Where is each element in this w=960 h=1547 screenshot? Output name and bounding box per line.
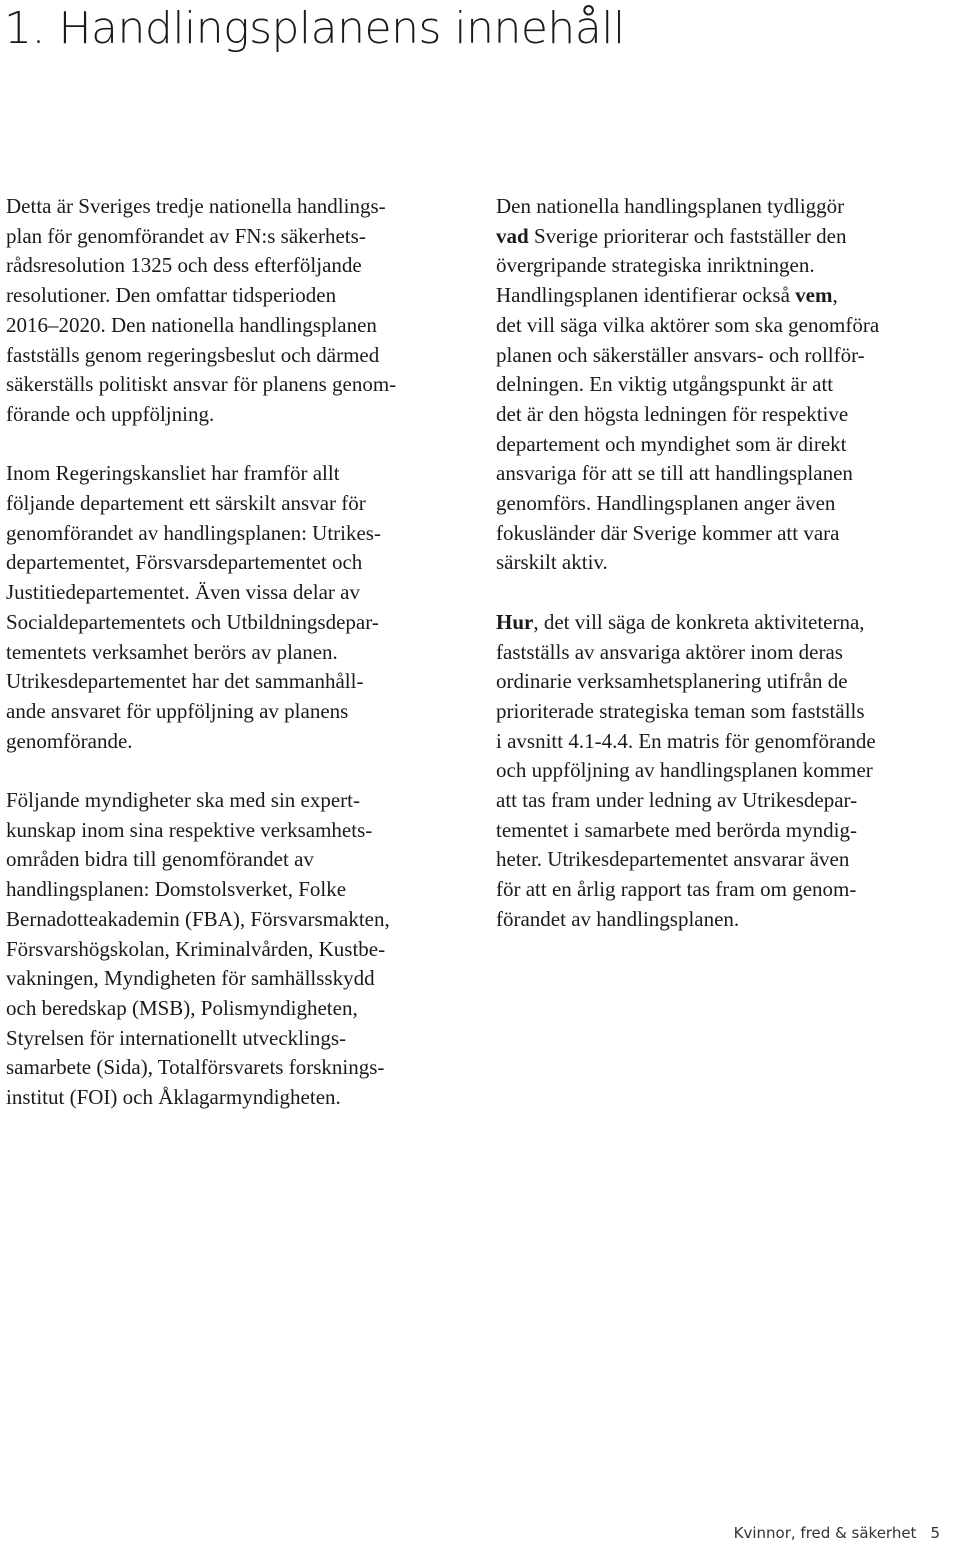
- right-column: [496, 192, 958, 964]
- left-column: [6, 192, 476, 1142]
- text-line: Justitiedepartementet. Även vissa delar av: [6, 580, 360, 605]
- text-line: tementets verksamhet berörs av planen.: [6, 639, 338, 664]
- text-line: säkerställs politiskt ansvar för planens genom-: [6, 372, 397, 397]
- text-line: i avsnitt 4.1-4.4. En matris för genomförande: [496, 728, 876, 753]
- text-fragment: ,: [832, 283, 838, 308]
- text-line: förandet av handlingsplanen.: [496, 906, 740, 931]
- text-line: delningen. En viktig utgångspunkt är att: [496, 372, 834, 397]
- page-footer: [734, 1524, 940, 1542]
- text-line: Socialdepartementets och Utbildningsdepar-: [6, 609, 379, 634]
- text-line: områden bidra till genomförandet av: [6, 847, 314, 872]
- text-line: Försvarshögskolan, Kriminalvården, Kustbe-: [6, 936, 386, 961]
- text-line: planen och säkerställer ansvars- och rollför-: [496, 342, 865, 367]
- text-line: och beredskap (MSB), Polismyndigheten,: [6, 995, 358, 1020]
- text-line: att tas fram under ledning av Utrikesdepar-: [496, 788, 858, 813]
- text-line: [496, 222, 958, 252]
- text-line: prioriterade strategiska teman som fastställs: [496, 698, 865, 723]
- text-line: handlingsplanen: Domstolsverket, Folke: [6, 877, 347, 902]
- text-line: ande ansvaret för uppföljning av planens: [6, 698, 349, 723]
- text-line: Styrelsen för internationellt utvecklings-: [6, 1025, 346, 1050]
- what-who-paragraph: [496, 192, 958, 578]
- text-line: Detta är Sveriges tredje nationella handlings-: [6, 194, 386, 218]
- text-line: det vill säga vilka aktörer som ska genomföra: [496, 312, 880, 337]
- text-line: ansvariga för att se till att handlingsplanen: [496, 461, 853, 486]
- intro-paragraph: [6, 192, 476, 430]
- text-line: följande departement ett särskilt ansvar för: [6, 491, 366, 516]
- text-line: det är den högsta ledningen för respektive: [496, 401, 849, 426]
- text-line: Utrikesdepartementet har det sammanhåll-: [6, 669, 364, 694]
- text-fragment: , det vill säga de konkreta aktiviteterna,: [533, 609, 865, 634]
- departments-paragraph: [6, 459, 476, 756]
- publication-title: Kvinnor, fred & säkerhet: [733, 1524, 917, 1542]
- text-line: Den nationella handlingsplanen tydliggör: [496, 194, 845, 218]
- emphasis-vad: vad: [496, 223, 529, 248]
- text-line: fokusländer där Sverige kommer att vara: [496, 520, 840, 545]
- text-line: förande och uppföljning.: [6, 401, 215, 426]
- page-title: 1. Handlingsplanens innehåll: [4, 3, 625, 54]
- emphasis-hur: Hur: [496, 609, 534, 634]
- text-line: fastställs av ansvariga aktörer inom deras: [496, 639, 843, 664]
- text-line: 2016–2020. Den nationella handlingsplanen: [6, 312, 377, 337]
- text-line: genomförande.: [6, 728, 133, 753]
- text-line: [496, 608, 958, 638]
- text-line: vakningen, Myndigheten för samhällsskydd: [6, 966, 375, 991]
- text-line: resolutioner. Den omfattar tidsperioden: [6, 283, 337, 308]
- text-fragment: Handlingsplanen identifierar också: [496, 283, 796, 308]
- text-fragment: Sverige prioriterar och fastställer den: [528, 223, 847, 248]
- text-line: Inom Regeringskansliet har framför allt: [6, 461, 340, 486]
- emphasis-vem: vem: [795, 283, 833, 308]
- text-line: genomförandet av handlingsplanen: Utrikes-: [6, 520, 381, 545]
- text-line: övergripande strategiska inriktningen.: [496, 253, 815, 278]
- text-line: särskilt aktiv.: [496, 550, 608, 575]
- text-line: tementet i samarbete med berörda myndig-: [496, 817, 857, 842]
- text-line: rådsresolution 1325 och dess efterföljande: [6, 253, 362, 278]
- text-line: för att en årlig rapport tas fram om genom-: [496, 877, 857, 902]
- text-line: departementet, Försvarsdepartementet och: [6, 550, 363, 575]
- text-line: ordinarie verksamhetsplanering utifrån de: [496, 669, 848, 694]
- text-line: plan för genomförandet av FN:s säkerhets-: [6, 223, 366, 248]
- text-line: Följande myndigheter ska med sin expert-: [6, 788, 360, 813]
- how-paragraph: [496, 608, 958, 935]
- text-line: och uppföljning av handlingsplanen kommer: [496, 758, 873, 783]
- text-line: departement och myndighet som är direkt: [496, 431, 847, 456]
- text-line: [496, 281, 958, 311]
- text-line: institut (FOI) och Åklagarmyndigheten.: [6, 1085, 341, 1110]
- text-line: samarbete (Sida), Totalförsvarets forsknings-: [6, 1055, 385, 1080]
- text-line: genomförs. Handlingsplanen anger även: [496, 491, 836, 516]
- text-line: heter. Utrikesdepartementet ansvarar även: [496, 847, 850, 872]
- authorities-paragraph: [6, 786, 476, 1113]
- text-line: Bernadotteakademin (FBA), Försvarsmakten,: [6, 906, 390, 931]
- page-number: 5: [930, 1524, 940, 1542]
- text-line: kunskap inom sina respektive verksamhets-: [6, 817, 373, 842]
- text-line: fastställs genom regeringsbeslut och därmed: [6, 342, 380, 367]
